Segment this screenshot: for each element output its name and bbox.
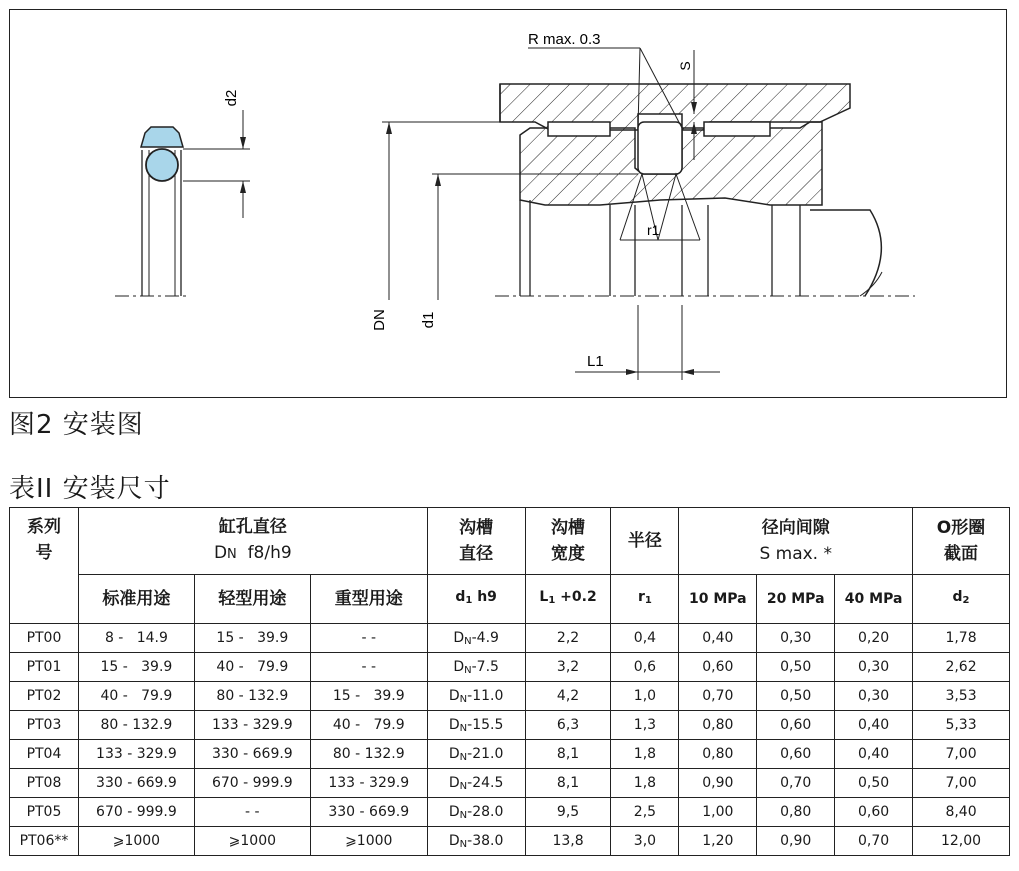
cell-p20: 0,30 [757, 624, 835, 653]
cell-heavy: 15 - 39.9 [310, 682, 427, 711]
cell-l1: 8,1 [525, 769, 611, 798]
cell-p40: 0,40 [835, 711, 913, 740]
table-row [10, 798, 1010, 827]
subheader-heavy: 重型用途 [310, 575, 427, 624]
cell-p10: 1,00 [679, 798, 757, 827]
cell-r1: 1,3 [611, 711, 679, 740]
cell-series: PT00 [10, 624, 79, 653]
cell-standard: 80 - 132.9 [78, 711, 194, 740]
cell-l1: 3,2 [525, 653, 611, 682]
cell-l1: 2,2 [525, 624, 611, 653]
cell-p10: 0,60 [679, 653, 757, 682]
cell-p10: 0,40 [679, 624, 757, 653]
table-row [10, 682, 1010, 711]
seal-cross-section [115, 127, 190, 296]
cell-p40: 0,70 [835, 827, 913, 856]
header-gap-title: 径向间隙 [761, 518, 830, 538]
cell-d1: $D_N-28.0$ [427, 798, 525, 827]
cell-heavy: 40 - 79.9 [310, 711, 427, 740]
cell-l1: 8,1 [525, 740, 611, 769]
cell-p20: 0,60 [757, 740, 835, 769]
cell-l1: 9,5 [525, 798, 611, 827]
groove-seal [638, 122, 682, 174]
cell-d1: $D_N-38.0$ [427, 827, 525, 856]
cell-standard: 670 - 999.9 [78, 798, 194, 827]
cell-light: ⩾1000 [194, 827, 310, 856]
dn-label: DN [371, 309, 388, 331]
table-row [10, 769, 1010, 798]
subheader-40mpa: 40 MPa [835, 575, 913, 624]
cell-p20: 0,90 [757, 827, 835, 856]
subheader-d2: $d_2$ [913, 575, 1010, 624]
header-radial-gap [679, 508, 913, 575]
cell-p40: 0,40 [835, 740, 913, 769]
cell-d2: 7,00 [913, 769, 1010, 798]
cell-light: 133 - 329.9 [194, 711, 310, 740]
cell-p20: 0,60 [757, 711, 835, 740]
cell-d1: $D_N-4.9$ [427, 624, 525, 653]
l1-label: L1 [587, 353, 604, 370]
table-row [10, 711, 1010, 740]
cell-d1: $D_N-24.5$ [427, 769, 525, 798]
subheader-d1: $d_1$ h9 [427, 575, 525, 624]
cell-d2: 5,33 [913, 711, 1010, 740]
cell-heavy: 133 - 329.9 [310, 769, 427, 798]
cell-d2: 2,62 [913, 653, 1010, 682]
subheader-r1: $r_1$ [611, 575, 679, 624]
cell-p40: 0,60 [835, 798, 913, 827]
cell-d2: 12,00 [913, 827, 1010, 856]
installation-figure [9, 9, 1007, 398]
cell-d2: 8,40 [913, 798, 1010, 827]
cell-p10: 0,90 [679, 769, 757, 798]
cell-series: PT08 [10, 769, 79, 798]
header-bore-title: 缸孔直径 [218, 517, 287, 537]
cell-l1: 13,8 [525, 827, 611, 856]
table-row [10, 653, 1010, 682]
figure-caption: 图2 安装图 [9, 410, 144, 440]
cell-light: 15 - 39.9 [194, 624, 310, 653]
cell-r1: 1,8 [611, 769, 679, 798]
header-series-text: 系列 号 [26, 517, 61, 563]
cap-ring-shape [141, 127, 183, 147]
table-row [10, 624, 1010, 653]
header-radius: 半径 [611, 508, 679, 575]
cell-p10: 0,80 [679, 711, 757, 740]
cell-p10: 0,70 [679, 682, 757, 711]
cell-r1: 1,0 [611, 682, 679, 711]
cell-light: - - [194, 798, 310, 827]
header-groove-width: 沟槽 宽度 [525, 508, 611, 575]
cell-p10: 0,80 [679, 740, 757, 769]
o-ring-shape [146, 149, 178, 181]
groove-ring-right [704, 122, 770, 136]
table-row [10, 740, 1010, 769]
l1-dimension [575, 305, 720, 380]
cell-heavy: 80 - 132.9 [310, 740, 427, 769]
cell-light: 80 - 132.9 [194, 682, 310, 711]
cell-d1: $D_N-7.5$ [427, 653, 525, 682]
cell-l1: 6,3 [525, 711, 611, 740]
header-series [10, 508, 79, 624]
installation-dimensions-table [9, 507, 1010, 856]
cell-d1: $D_N-21.0$ [427, 740, 525, 769]
cell-d2: 1,78 [913, 624, 1010, 653]
cell-p20: 0,50 [757, 653, 835, 682]
cell-heavy: - - [310, 624, 427, 653]
cell-p40: 0,30 [835, 653, 913, 682]
cell-heavy: ⩾1000 [310, 827, 427, 856]
cell-light: 40 - 79.9 [194, 653, 310, 682]
r1-label: r1 [647, 222, 660, 238]
subheader-standard: 标准用途 [78, 575, 194, 624]
header-bore [78, 508, 427, 575]
cell-p40: 0,30 [835, 682, 913, 711]
cell-p40: 0,20 [835, 624, 913, 653]
table-row [10, 827, 1010, 856]
cell-series: PT02 [10, 682, 79, 711]
cell-p20: 0,80 [757, 798, 835, 827]
table-caption: 表II 安装尺寸 [9, 474, 171, 504]
cell-standard: ⩾1000 [78, 827, 194, 856]
cell-standard: 330 - 669.9 [78, 769, 194, 798]
cell-d1: $D_N-15.5$ [427, 711, 525, 740]
cell-series: PT03 [10, 711, 79, 740]
cell-r1: 0,6 [611, 653, 679, 682]
subheader-light: 轻型用途 [194, 575, 310, 624]
cell-heavy: - - [310, 653, 427, 682]
cell-p40: 0,50 [835, 769, 913, 798]
cell-series: PT05 [10, 798, 79, 827]
r-max-label: R max. 0.3 [528, 31, 601, 48]
cell-light: 330 - 669.9 [194, 740, 310, 769]
s-label: S [677, 61, 693, 71]
cell-standard: 15 - 39.9 [78, 653, 194, 682]
dn-dimension [371, 122, 500, 331]
cell-l1: 4,2 [525, 682, 611, 711]
cell-d1: $D_N-11.0$ [427, 682, 525, 711]
cell-d2: 3,53 [913, 682, 1010, 711]
d2-label: d2 [223, 89, 240, 107]
groove-ring-left [548, 122, 610, 136]
cell-r1: 3,0 [611, 827, 679, 856]
subheader-l1: $L_1 +0.2$ [525, 575, 611, 624]
header-groove-dia: 沟槽 直径 [427, 508, 525, 575]
cell-r1: 1,8 [611, 740, 679, 769]
cell-p20: 0,50 [757, 682, 835, 711]
cell-light: 670 - 999.9 [194, 769, 310, 798]
piston [495, 122, 915, 296]
d2-dimension [183, 90, 250, 218]
subheader-20mpa: 20 MPa [757, 575, 835, 624]
d1-label: d1 [420, 311, 437, 329]
cell-heavy: 330 - 669.9 [310, 798, 427, 827]
cell-r1: 0,4 [611, 624, 679, 653]
header-bore-sub: DN f8/h9 [213, 543, 292, 563]
cell-d2: 7,00 [913, 740, 1010, 769]
installation-drawing [10, 10, 1008, 399]
subheader-10mpa: 10 MPa [679, 575, 757, 624]
cell-r1: 2,5 [611, 798, 679, 827]
cell-p10: 1,20 [679, 827, 757, 856]
cell-standard: 133 - 329.9 [78, 740, 194, 769]
cell-series: PT04 [10, 740, 79, 769]
header-oring: O形圈 截面 [913, 508, 1010, 575]
cell-p20: 0,70 [757, 769, 835, 798]
header-gap-sub: S max. * [759, 544, 832, 564]
cell-series: PT01 [10, 653, 79, 682]
cell-standard: 40 - 79.9 [78, 682, 194, 711]
cell-standard: 8 - 14.9 [78, 624, 194, 653]
cell-series: PT06** [10, 827, 79, 856]
